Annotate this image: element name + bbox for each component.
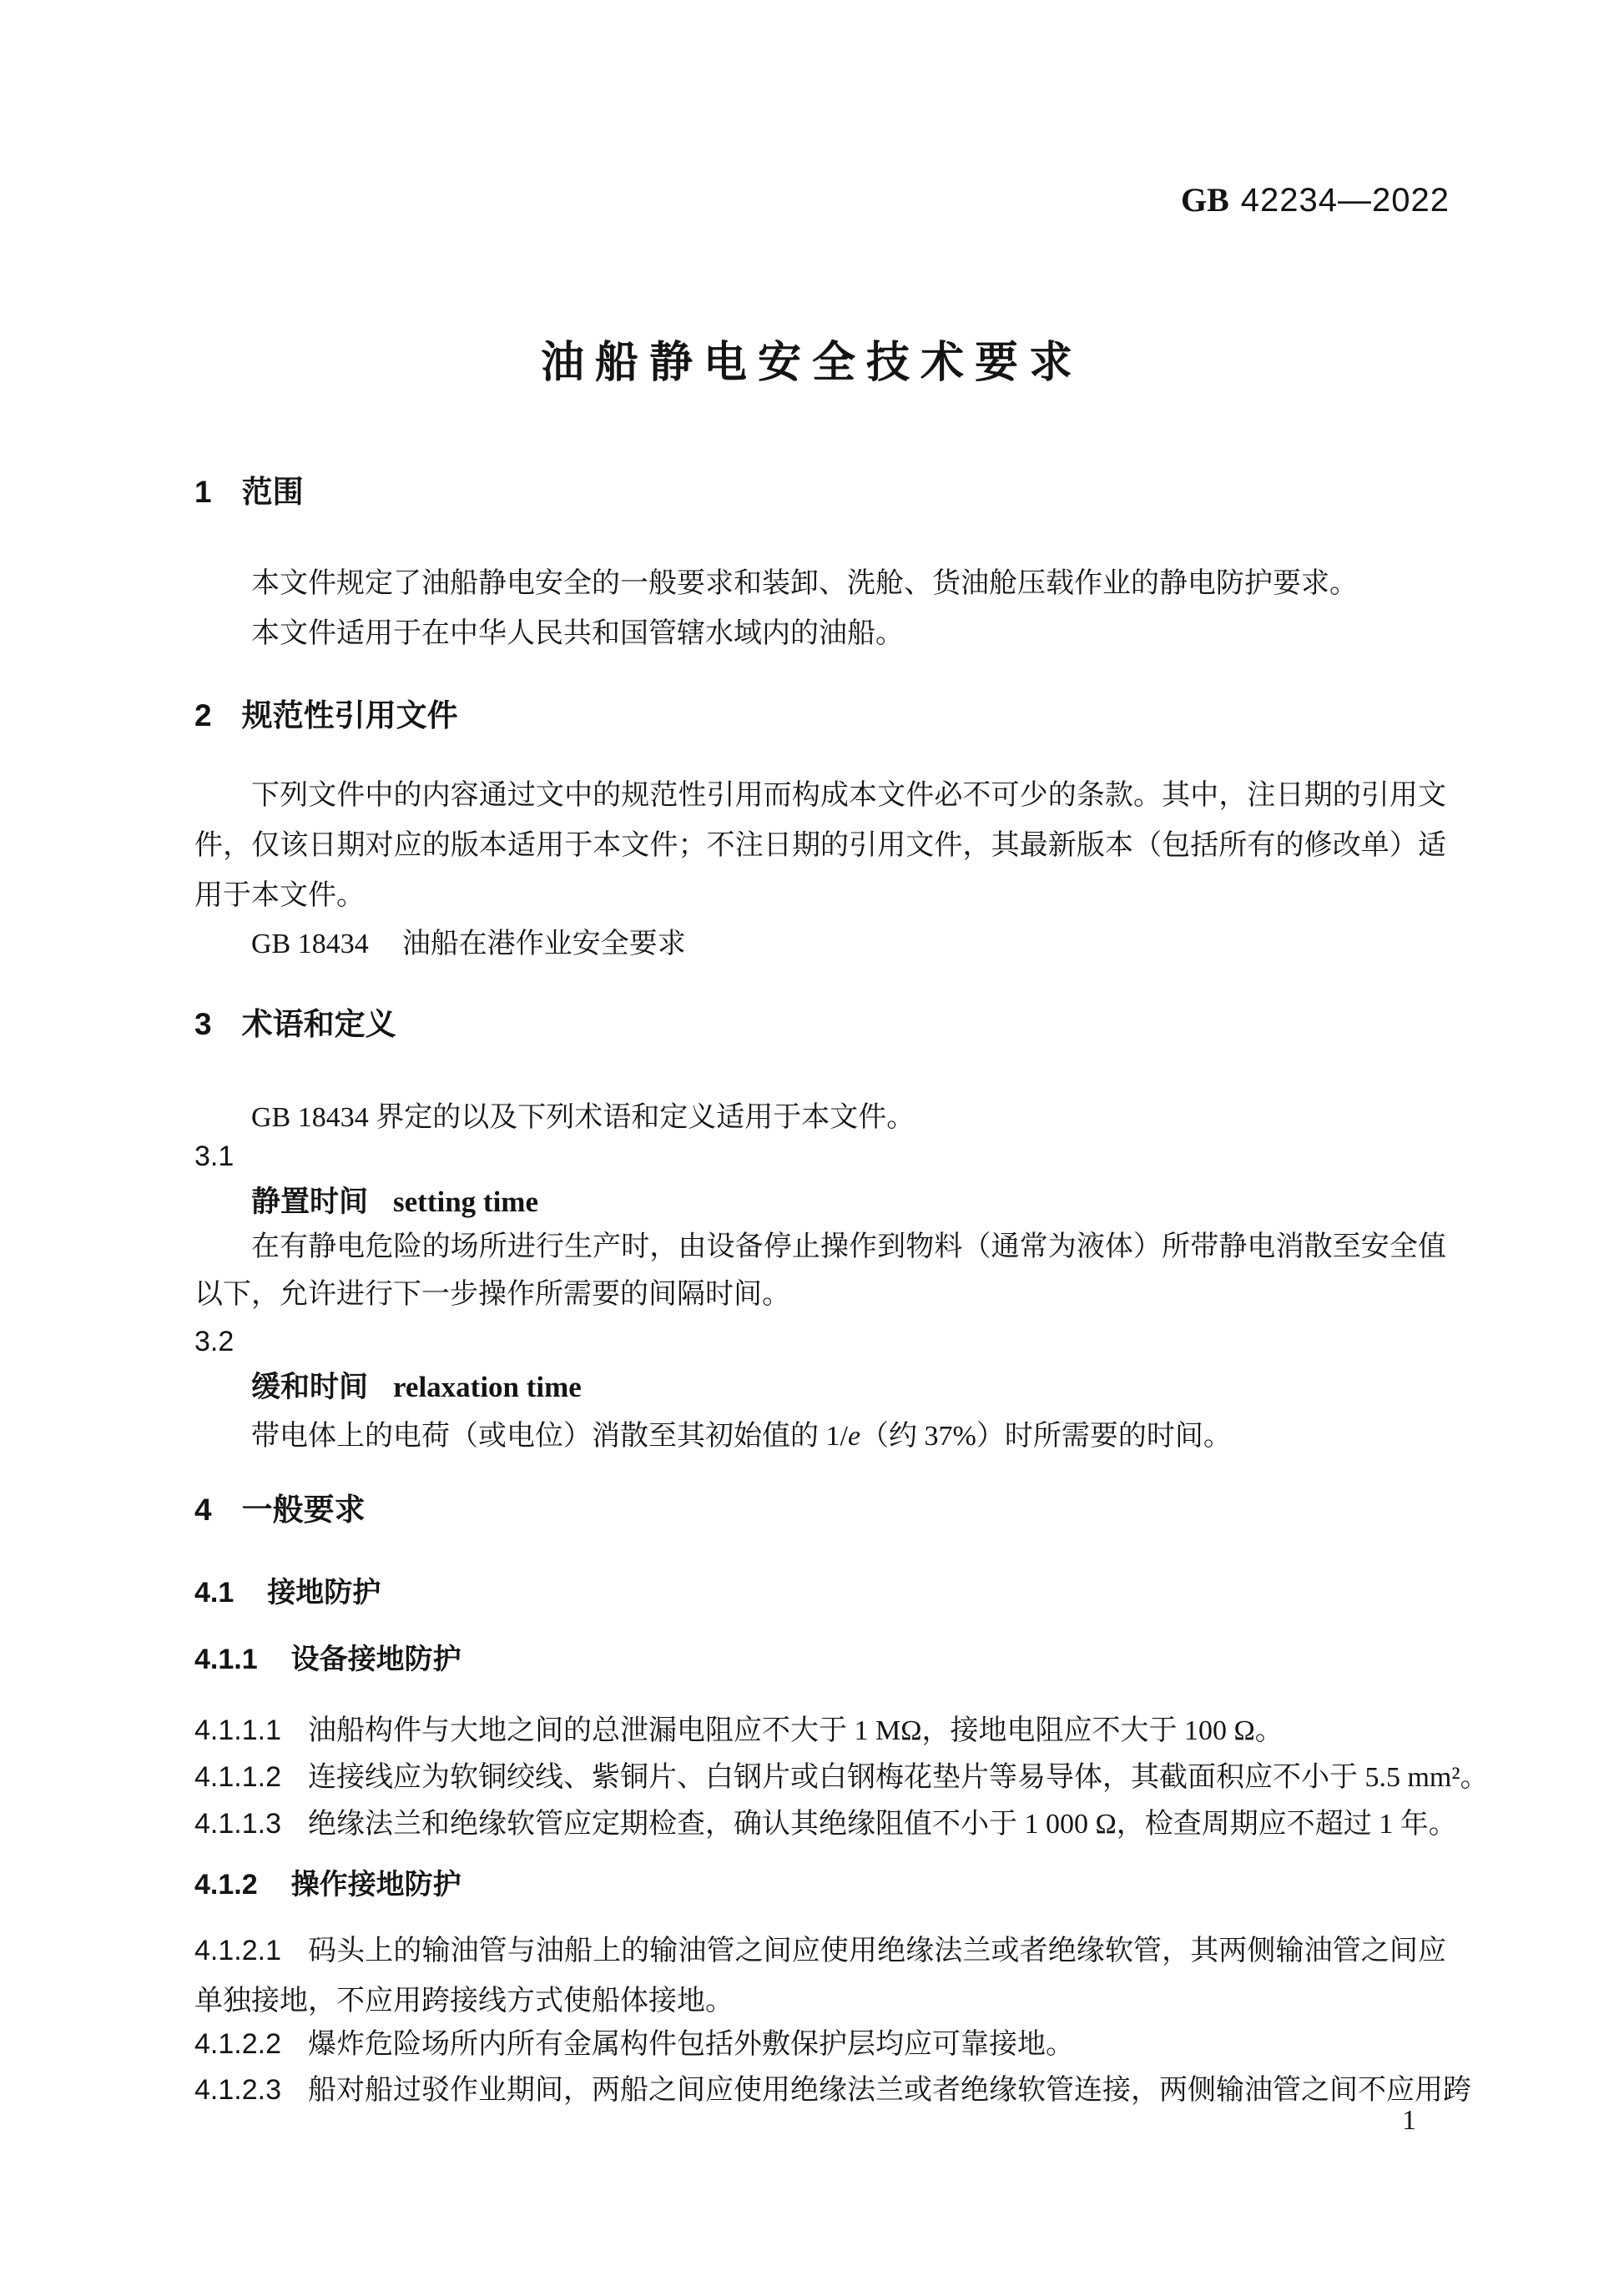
term-3-2-definition (194, 1412, 1446, 1462)
reference-standard-title: 油船在港作业安全要求 (401, 929, 686, 959)
clause-4-1-1-2-text: 连接线应为软铜绞线、紫铜片、白钢片或白钢梅花垫片等易导体，其截面积应不小于 5.5 mm²。 (307, 1762, 1489, 1793)
clause-4-1-1-2 (194, 1754, 1489, 1801)
clause-4-1-2-3 (194, 2067, 1471, 2114)
term-3-2-definition-post: （约 37%）时所需要的时间。 (860, 1421, 1232, 1452)
section-4-1-1-title: 设备接地防护 (290, 1644, 461, 1675)
section-1-heading (194, 474, 1446, 511)
standard-code-number: 42234—2022 (1240, 182, 1450, 219)
section-4-1-heading (194, 1575, 1446, 1610)
section-3-heading (194, 1006, 1446, 1043)
clause-4-1-1-1-text: 油船构件与大地之间的总泄漏电阻应不大于 1 MΩ，接地电阻应不大于 100 Ω。 (307, 1715, 1284, 1746)
clause-4-1-1-3-number: 4.1.1.3 (194, 1808, 281, 1840)
clause-4-1-2-2-number: 4.1.2.2 (194, 2028, 281, 2060)
clause-4-1-1-1 (194, 1707, 1446, 1755)
terms-intro-paragraph: GB 18434 界定的以及下列术语和定义适用于本文件。 (251, 1102, 915, 1133)
clause-4-1-2-3-text: 船对船过驳作业期间，两船之间应使用绝缘法兰或者绝缘软管连接，两侧输油管之间不应用跨 (307, 2075, 1471, 2106)
section-2-heading (194, 697, 1446, 734)
clause-4-1-2-2 (194, 2021, 1446, 2068)
term-3-2-definition-pre: 带电体上的电荷（或电位）消散至其初始值的 1/ (251, 1421, 848, 1452)
standard-code-header (1181, 182, 1450, 219)
normative-reference-entry (194, 919, 1503, 969)
section-3-number: 3 (194, 1007, 212, 1041)
section-4-number: 4 (194, 1493, 212, 1527)
term-3-2-english: relaxation time (393, 1371, 582, 1403)
section-4-1-1-heading (194, 1642, 1446, 1677)
term-3-2-number: 3.2 (194, 1326, 235, 1357)
term-3-1-number: 3.1 (194, 1140, 235, 1172)
section-4-1-1-number: 4.1.1 (194, 1644, 258, 1675)
section-4-1-2-heading (194, 1867, 1446, 1902)
section-1-title: 范围 (241, 475, 304, 509)
clause-4-1-2-3-number: 4.1.2.3 (194, 2074, 281, 2106)
clause-4-1-2-1-number: 4.1.2.1 (194, 1935, 281, 1966)
standard-code-prefix: GB (1180, 181, 1229, 219)
section-4-title: 一般要求 (241, 1493, 366, 1527)
term-3-2-chinese: 缓和时间 (251, 1371, 369, 1403)
clause-4-1-1-3-text: 绝缘法兰和绝缘软管应定期检查，确认其绝缘阻值不小于 1 000 Ω，检查周期应不超过 1 年。 (307, 1809, 1457, 1840)
section-3-title: 术语和定义 (241, 1007, 396, 1041)
term-3-1-definition: 在有静电危险的场所进行生产时，由设备停止操作到物料（通常为液体）所带静电消散至安全值以下，允许进行下一步操作所需要的间隔时间。 (194, 1231, 1446, 1310)
section-4-1-title: 接地防护 (267, 1577, 381, 1609)
clause-4-1-1-3 (194, 1800, 1457, 1848)
clause-4-1-2-2-text: 爆炸危险场所内所有金属构件包括外敷保护层均应可靠接地。 (307, 2029, 1074, 2060)
scope-paragraph-2: 本文件适用于在中华人民共和国管辖水域内的油船。 (251, 618, 904, 649)
document-title: 油船静电安全技术要求 (540, 339, 1083, 387)
scope-paragraph-1: 本文件规定了油船静电安全的一般要求和装卸、洗舱、货油舱压载作业的静电防护要求。 (251, 568, 1358, 599)
page-number: 1 (1402, 2105, 1416, 2136)
term-3-2-heading (194, 1370, 1503, 1405)
term-3-1-english: setting time (393, 1186, 538, 1218)
section-1-number: 1 (194, 475, 212, 509)
term-3-1-chinese: 静置时间 (251, 1186, 369, 1218)
section-4-1-2-title: 操作接地防护 (290, 1869, 461, 1901)
section-4-1-2-number: 4.1.2 (194, 1869, 258, 1901)
reference-standard-code: GB 18434 (251, 929, 369, 959)
section-2-title: 规范性引用文件 (241, 698, 458, 733)
normative-references-paragraph: 下列文件中的内容通过文中的规范性引用而构成本文件必不可少的条款。其中，注日期的引用文件，仅该日期对应的版本适用于本文件；不注日期的引用文件，其最新版本（包括所有的修改单）适用于本文件。 (194, 780, 1446, 911)
clause-4-1-2-1-text: 码头上的输油管与油船上的输油管之间应使用绝缘法兰或者绝缘软管，其两侧输油管之间应单独接地，不应用跨接线方式使船体接地。 (194, 1936, 1446, 2017)
clause-4-1-1-2-number: 4.1.1.2 (194, 1761, 281, 1793)
section-2-number: 2 (194, 698, 212, 733)
section-4-heading (194, 1492, 1446, 1528)
clause-4-1-2-1 (194, 1926, 1446, 2027)
term-3-2-definition-e: e (847, 1421, 861, 1452)
term-3-1-heading (194, 1185, 1503, 1220)
section-4-1-number: 4.1 (194, 1577, 235, 1609)
clause-4-1-1-1-number: 4.1.1.1 (194, 1714, 281, 1746)
